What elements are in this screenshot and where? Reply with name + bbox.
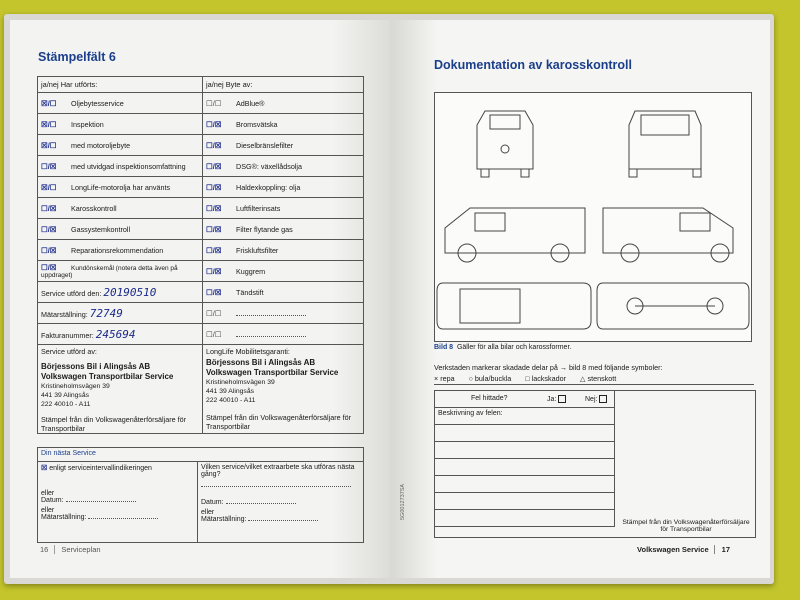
van-diagram-icon: [435, 93, 753, 343]
left-page: [10, 20, 390, 578]
table-row: ☐/☒ Kundönskemål (notera detta även på uppdraget) ☐/☒ Kuggrem: [38, 261, 364, 282]
invoice-value[interactable]: 245694: [95, 327, 136, 341]
col1-header: ja/nej Har utförts:: [38, 77, 203, 93]
next-service-box: Din nästa Service ☒ enligt serviceintervallindikeringen eller Datum: eller Mätarställning: Vilken service/vilket extraarbete ska utföras nästa gång? Datum: eller Mätarställning:: [37, 447, 364, 543]
check-icon[interactable]: ☐/☒: [41, 263, 57, 272]
defect-table: Fel hittade? Ja: Nej: Beskrivning av felen: Stämpel från din Volkswagenåterförsäljare för Transportbilar: [434, 390, 756, 538]
page-footer: Volkswagen Service │ 17: [637, 545, 730, 554]
check-icon[interactable]: ☐/☒: [206, 161, 222, 171]
table-row: ☒/☐ Oljebytesservice ☐/☐ AdBlue®: [38, 93, 364, 114]
check-icon[interactable]: ☐/☒: [206, 266, 222, 276]
table-row: ☐/☒ Reparationsrekommendation ☐/☒ Friskluftsfilter: [38, 240, 364, 261]
mileage-value[interactable]: 72749: [89, 306, 123, 320]
page-title: Dokumentation av karosskontroll: [434, 58, 632, 72]
check-icon[interactable]: ☐/☒: [206, 182, 222, 192]
stamp-table: [37, 76, 364, 434]
no-checkbox[interactable]: [599, 395, 607, 403]
check-icon[interactable]: ☒/☐: [41, 98, 57, 108]
check-icon[interactable]: ☐/☒: [41, 203, 57, 213]
right-page: Dokumentation av karosskontroll Bild 8 Gäller för alla bilar och karossformer. Verkstaden markerar skadade delar på → bild 8 med följande symboler: × repa ○ bula/buckla □ lackskador △ stenskott Fel hittade? Ja: Nej: Beskrivning av felen: Stämpel från din Volkswagenåterförsäljare för Transportbilar 5G0012737SA Volkswagen Service │ 17: [392, 20, 770, 578]
check-icon[interactable]: ☐/☒: [41, 245, 57, 255]
check-icon[interactable]: ☐/☒: [206, 245, 222, 255]
scratch-icon: × repa: [434, 374, 455, 383]
figure-caption: Bild 8 Gäller för alla bilar och karossformer.: [434, 344, 572, 351]
service-date-value[interactable]: 20190510: [103, 285, 157, 299]
check-icon[interactable]: ☐/☒: [41, 161, 57, 171]
chip-icon: △ stenskott: [579, 374, 617, 383]
check-icon[interactable]: ☐/☒: [41, 224, 57, 234]
table-row: ☒/☐ LongLife-motorolja har använts ☐/☒ Haldexkoppling: olja: [38, 177, 364, 198]
dealer-stamp: Börjessons Bil i Alingsås AB Volkswagen Transportbilar Service Kristineholmsvägen 39 441 39 Alingsås 222 40010 - A11: [206, 358, 339, 404]
checkbox[interactable]: ☐/☐: [206, 329, 222, 339]
table-row: ☐/☒ med utvidgad inspektionsomfattning ☐/☒ DSG®: växellådsolja: [38, 156, 364, 177]
table-row: ☒/☐ Inspektion ☐/☒ Bromsvätska: [38, 114, 364, 135]
table-row: ☐/☒ Gassystemkontroll ☐/☒ Filter flytande gas: [38, 219, 364, 240]
page-title: Stämpelfält 6: [38, 50, 116, 64]
check-icon[interactable]: ☐/☒: [206, 224, 222, 234]
dent-icon: ○ bula/buckla: [468, 374, 512, 383]
table-row: Service utförd den: 20190510 ☐/☒ Tändstift: [38, 282, 364, 303]
table-row: ☐/☒ Karosskontroll ☐/☒ Luftfilterinsats: [38, 198, 364, 219]
vehicle-diagram: [434, 92, 752, 342]
col2-header: ja/nej Byte av:: [203, 77, 364, 93]
check-icon[interactable]: ☒/☐: [41, 182, 57, 192]
check-icon[interactable]: ☐/☒: [206, 287, 222, 297]
page-footer: 16 │ Serviceplan: [40, 545, 101, 554]
table-row: Service utförd av: Börjessons Bil i Alingsås AB Volkswagen Transportbilar Service Kristineholmsvägen 39 441 39 Alingsås 222 40010 - A11 Stämpel från din Volkswagenåterförsäljare för Transportbilar LongLife Mobilitetsgaranti: Börjessons Bil i Alingsås AB Volkswagen Transportbilar Service Kristineholmsvägen 39 441 39 Alingsås 222 40010 - A11 Stämpel från din Volkswagenåterförsäljare för Transportbilar: [38, 345, 364, 434]
yes-checkbox[interactable]: [558, 395, 566, 403]
check-icon[interactable]: ☒/☐: [41, 140, 57, 150]
symbol-legend: Verkstaden markerar skadade delar på → bild 8 med följande symboler: × repa ○ bula/buckla □ lackskador △ stenskott: [434, 362, 754, 385]
check-icon[interactable]: ☐/☒: [206, 119, 222, 129]
description-lines[interactable]: Beskrivning av felen:: [435, 408, 615, 527]
checkbox[interactable]: ☐/☐: [206, 308, 222, 318]
check-icon[interactable]: ☒: [41, 465, 48, 472]
checkbox[interactable]: ☐/☐: [206, 98, 222, 108]
check-icon[interactable]: ☐/☒: [206, 140, 222, 150]
table-row: Fakturanummer: 245694 ☐/☐: [38, 324, 364, 345]
dealer-stamp: Börjessons Bil i Alingsås AB Volkswagen Transportbilar Service Kristineholmsvägen 39 441 39 Alingsås 222 40010 - A11: [41, 362, 174, 408]
booklet: [4, 14, 774, 584]
check-icon[interactable]: ☒/☐: [41, 119, 57, 129]
table-row: Mätarställning: 72749 ☐/☐: [38, 303, 364, 324]
check-icon[interactable]: ☐/☒: [206, 203, 222, 213]
table-row: ☒/☐ med motoroljebyte ☐/☒ Dieselbränslefilter: [38, 135, 364, 156]
paint-icon: □ lackskador: [525, 374, 566, 383]
